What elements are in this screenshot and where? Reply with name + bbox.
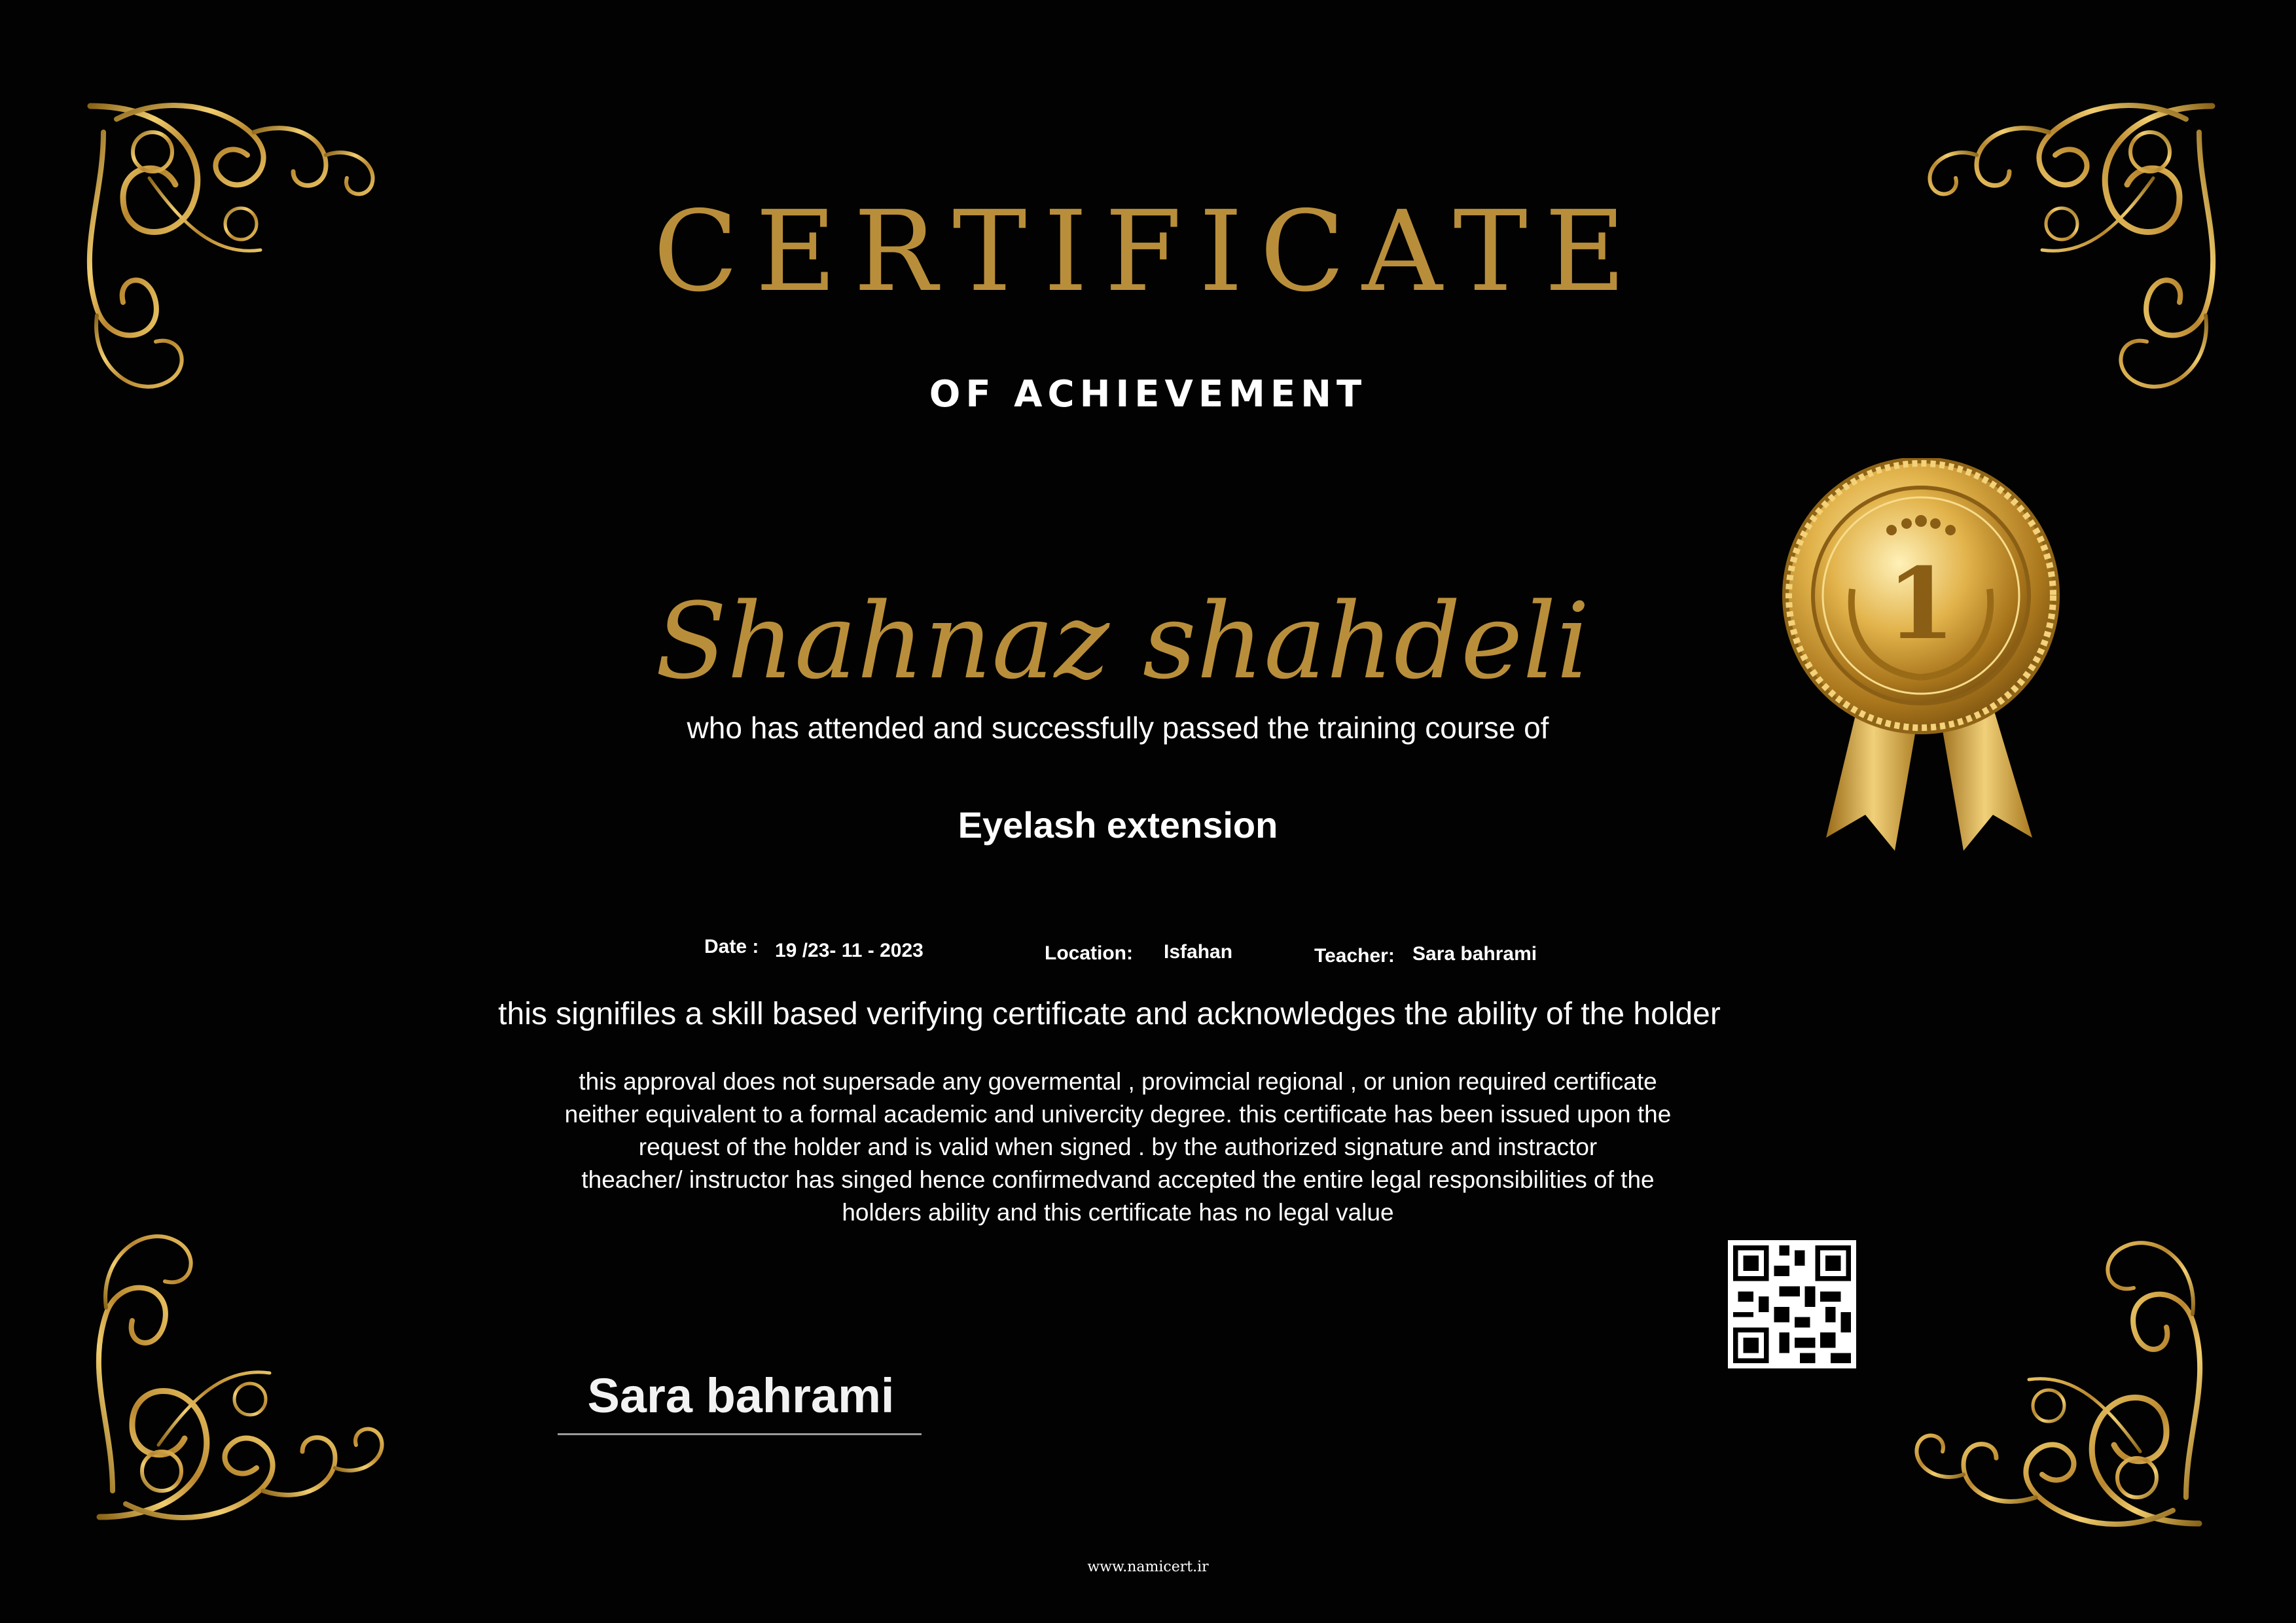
teacher-value: Sara bahrami <box>1412 943 1537 965</box>
disclaimer-line: this approval does not supersade any govermental , provimcial regional , or union required certificate <box>579 1068 1657 1095</box>
disclaimer-line: neither equivalent to a formal academic and univercity degree. this certificate has been issued upon the <box>564 1101 1672 1128</box>
disclaimer-line: request of the holder and is valid when signed . by the authorized signature and instractor <box>638 1133 1598 1160</box>
certificate-title: CERTIFICATE <box>653 187 1643 317</box>
course-name: Eyelash extension <box>958 804 1278 846</box>
website-url: www.namicert.ir <box>1087 1559 1209 1575</box>
disclaimer-line: holders ability and this certificate has no legal value <box>842 1199 1394 1226</box>
qr-code-icon[interactable] <box>1728 1240 1856 1368</box>
signifies-statement: this signifiles a skill based verifying certificate and acknowledges the ability of the holder <box>498 997 1721 1031</box>
disclaimer-text <box>0 1065 2236 1229</box>
date-label: Date : <box>704 936 759 957</box>
signature-name: Sara bahrami <box>587 1368 895 1423</box>
attended-text: who has attended and successfully passed the training course of <box>687 711 1549 745</box>
date-value: 19 /23- 11 - 2023 <box>775 940 924 961</box>
disclaimer-line: theacher/ instructor has singed hence confirmedvand accepted the entire legal responsibilities of the <box>581 1166 1655 1193</box>
certificate-subtitle: OF ACHIEVEMENT <box>929 373 1367 416</box>
location-label: Location: <box>1045 942 1133 964</box>
teacher-label: Teacher: <box>1314 945 1395 967</box>
corner-ornament-top-left <box>77 93 548 564</box>
medal-number: 1 <box>1886 546 1956 662</box>
location-value: Isfahan <box>1164 941 1233 963</box>
recipient-name: Shahnaz shahdeli <box>655 580 1590 702</box>
signature-line <box>558 1433 922 1435</box>
gold-medal-icon <box>1767 458 2068 864</box>
